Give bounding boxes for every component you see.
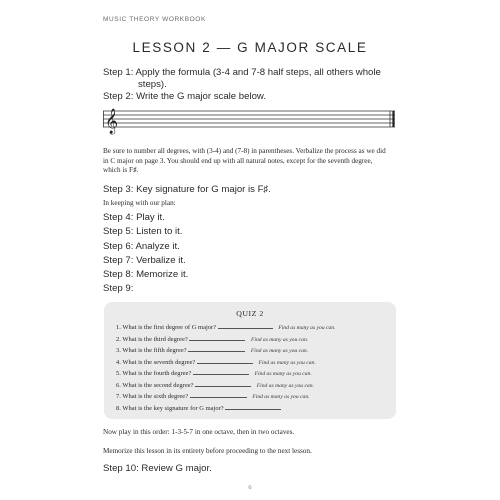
question-hint: Find as many as you can.	[278, 325, 336, 331]
step-3: Step 3: Key signature for G major is F♯.	[103, 184, 271, 195]
plan-steps	[103, 212, 188, 298]
instruction-line-1: Be sure to number all degrees, with (3-4) and (7-8) in parentheses. Verbalize the process as we did	[103, 147, 386, 155]
question-text: 8. What is the key signature for G major?	[116, 404, 224, 412]
quiz-question	[116, 367, 396, 379]
question-text: 3. What is the fifth degree?	[116, 347, 187, 354]
quiz-questions	[116, 321, 396, 413]
answer-blank[interactable]	[218, 321, 273, 329]
quiz-title: QUIZ 2	[236, 309, 264, 318]
music-staff	[103, 103, 395, 135]
question-hint: Find as many as you can.	[250, 336, 309, 343]
quiz-question	[116, 321, 396, 333]
quiz-question	[116, 333, 396, 345]
quiz-box	[104, 302, 396, 419]
question-hint: Find as many as you can.	[254, 371, 312, 377]
plan-intro: In keeping with our plan:	[103, 199, 176, 207]
lesson-title: LESSON 2 — G MAJOR SCALE	[132, 40, 368, 55]
instruction-line-2: in C major on page 3. You should end up with all natural notes, except for the seventh degree,	[103, 156, 373, 165]
memorize-note: Memorize this lesson in its entirety before proceeding to the next lesson.	[103, 447, 312, 455]
step-1-line-1: Step 1: Apply the formula (3-4 and 7-8 half steps, all others whole	[103, 67, 381, 78]
quiz-question	[116, 379, 396, 391]
step-8: Step 8: Memorize it.	[103, 269, 189, 281]
answer-blank[interactable]	[197, 356, 253, 364]
running-head: MUSIC THEORY WORKBOOK	[103, 16, 206, 23]
answer-blank[interactable]	[225, 402, 281, 410]
question-text: 7. What is the sixth degree?	[116, 393, 189, 400]
answer-blank[interactable]	[188, 344, 245, 352]
instruction-paragraph	[103, 147, 398, 176]
step-5: Step 5: Listen to it.	[103, 226, 183, 238]
step-10: Step 10: Review G major.	[103, 463, 212, 474]
page-number: 6	[248, 484, 252, 491]
step-6: Step 6: Analyze it.	[103, 240, 180, 252]
question-text: 6. What is the second degree?	[116, 381, 194, 389]
question-text: 2. What is the third degree?	[116, 335, 188, 343]
question-hint: Find as many as you can.	[252, 394, 310, 400]
question-text: 4. What is the seventh degree?	[116, 358, 196, 366]
question-text: 1. What is the first degree of G major?	[116, 324, 217, 331]
step-7: Step 7: Verbalize it.	[103, 254, 186, 266]
quiz-question	[116, 390, 396, 402]
step-1	[103, 67, 403, 91]
question-hint: Find as many as you can.	[256, 382, 314, 389]
treble-clef-icon: 𝄞	[105, 109, 119, 134]
step-1-line-2: steps).	[138, 79, 167, 90]
step-2: Step 2: Write the G major scale below.	[103, 91, 266, 102]
step-4: Step 4: Play it.	[103, 212, 165, 223]
answer-blank[interactable]	[190, 390, 247, 398]
instruction-line-3: which is F♯.	[103, 166, 139, 174]
answer-blank[interactable]	[193, 367, 249, 375]
quiz-question	[116, 356, 396, 368]
question-hint: Find as many as you can.	[258, 359, 316, 366]
answer-blank[interactable]	[195, 379, 251, 387]
quiz-question	[116, 344, 396, 356]
step-9: Step 9:	[103, 283, 134, 295]
question-text: 5. What is the fourth degree?	[116, 370, 192, 377]
play-order-note: Now play in this order: 1-3-5-7 in one octave, then in two octaves.	[103, 428, 295, 436]
staff-lines	[103, 111, 395, 127]
answer-blank[interactable]	[189, 333, 245, 341]
question-hint: Find as many as you can.	[250, 348, 309, 354]
quiz-question	[116, 402, 396, 414]
